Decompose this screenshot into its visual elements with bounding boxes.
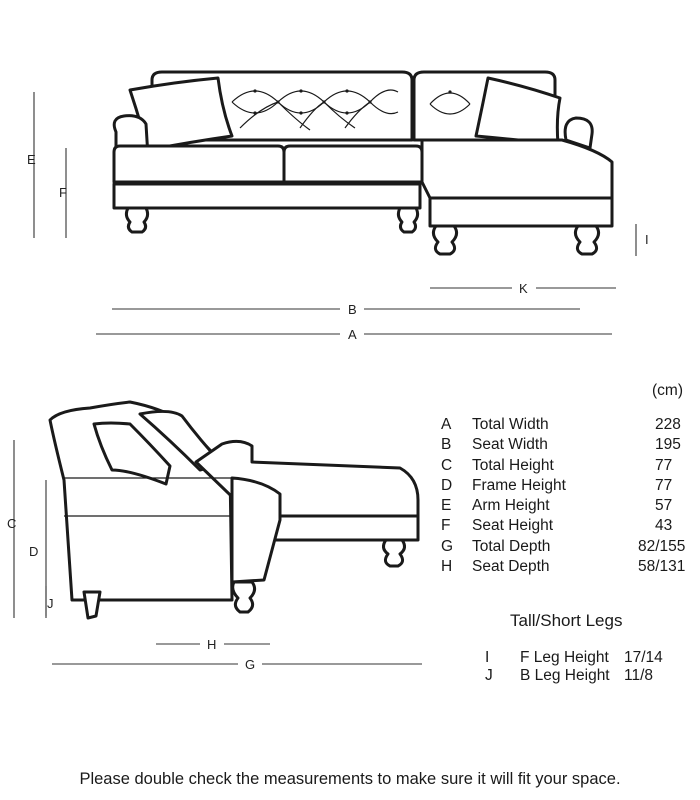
row-c-letter: C xyxy=(441,457,453,474)
dim-label-a: A xyxy=(348,327,357,342)
dim-label-f: F xyxy=(59,185,67,200)
leg-row-i-letter: I xyxy=(485,649,490,666)
row-b-label: Seat Width xyxy=(472,436,548,453)
front-view-sofa xyxy=(114,72,612,254)
row-b-value: 195 xyxy=(655,436,681,453)
leg-row-j-label: B Leg Height xyxy=(520,667,610,684)
row-a-value: 228 xyxy=(655,416,681,433)
side-view-sofa xyxy=(50,402,418,618)
leg-row-i-label: F Leg Height xyxy=(520,649,609,666)
dim-label-k: K xyxy=(519,281,528,296)
leg-row-j-value: 11/8 xyxy=(624,667,654,684)
row-g-label: Total Depth xyxy=(472,538,551,555)
dim-label-d: D xyxy=(29,544,39,559)
row-a-label: Total Width xyxy=(472,416,549,433)
legs-title: Tall/Short Legs xyxy=(510,611,623,630)
row-h-letter: H xyxy=(441,558,453,575)
row-g-letter: G xyxy=(441,538,454,555)
row-e-label: Arm Height xyxy=(472,497,550,514)
dim-label-h: H xyxy=(207,637,217,652)
leg-row-i-value: 17/14 xyxy=(624,649,663,666)
dim-label-j: J xyxy=(47,596,54,611)
leg-row-j-letter: J xyxy=(485,667,493,684)
row-c-value: 77 xyxy=(655,457,673,474)
row-e-value: 57 xyxy=(655,497,673,514)
row-h-label: Seat Depth xyxy=(472,558,550,575)
dim-label-e: E xyxy=(27,152,36,167)
row-d-label: Frame Height xyxy=(472,477,566,494)
row-f-value: 43 xyxy=(655,517,673,534)
dim-label-b: B xyxy=(348,302,357,317)
row-d-value: 77 xyxy=(655,477,673,494)
dim-label-i: I xyxy=(645,232,649,247)
unit-label: (cm) xyxy=(652,382,683,399)
row-d-letter: D xyxy=(441,477,453,494)
row-f-letter: F xyxy=(441,517,451,534)
row-c-label: Total Height xyxy=(472,457,554,474)
row-a-letter: A xyxy=(441,416,452,433)
row-e-letter: E xyxy=(441,497,452,514)
dim-label-g: G xyxy=(245,657,256,672)
row-h-value: 58/131 xyxy=(638,558,686,575)
row-f-label: Seat Height xyxy=(472,517,553,534)
row-g-value: 82/155 xyxy=(638,538,686,555)
dim-label-c: C xyxy=(7,516,17,531)
row-b-letter: B xyxy=(441,436,452,453)
footer-note: Please double check the measurements to make sure it will fit your space. xyxy=(79,770,621,788)
